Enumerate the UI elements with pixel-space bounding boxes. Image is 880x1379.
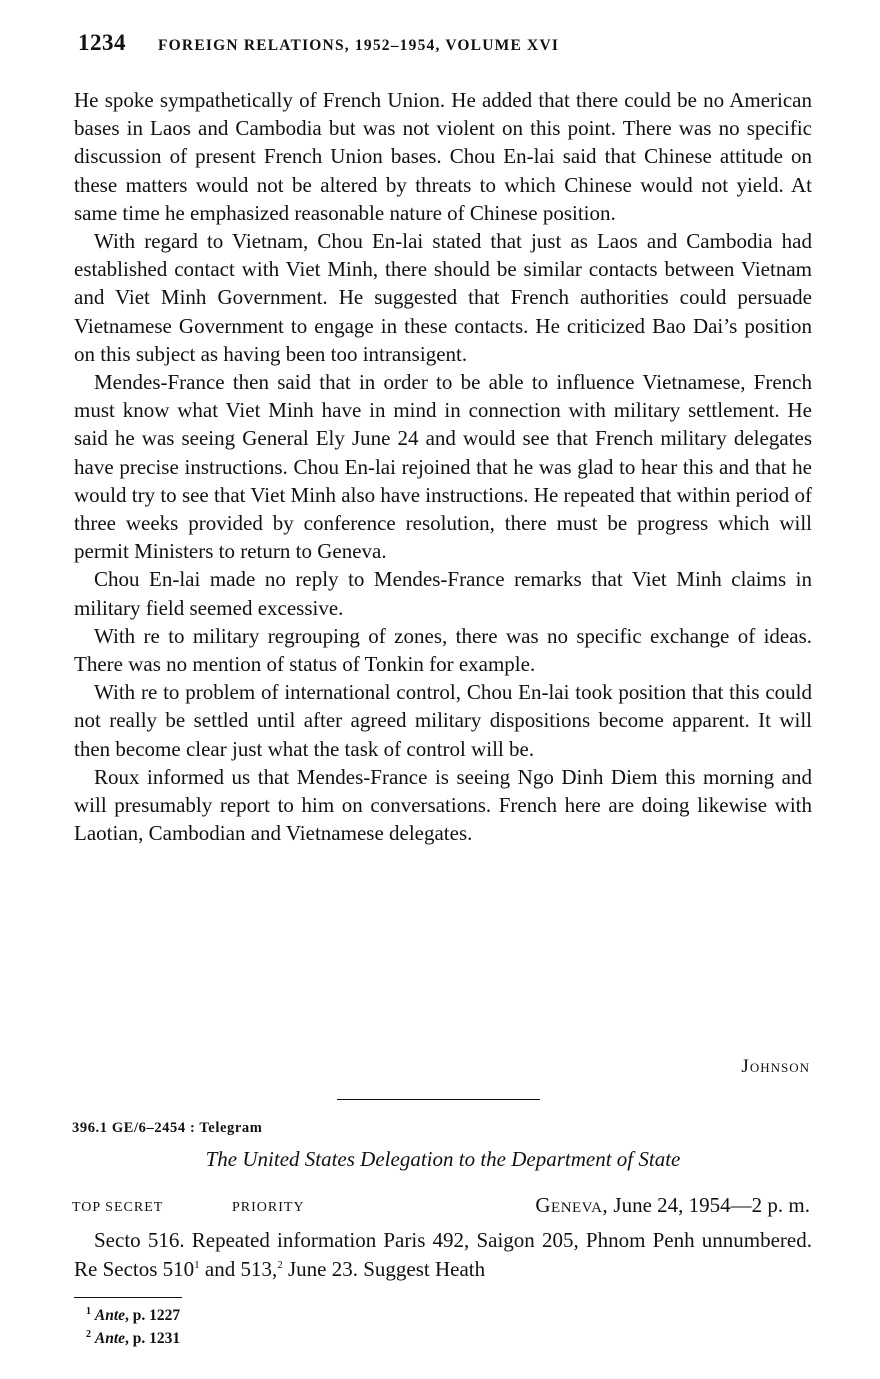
footnote-ante: Ante (94, 1330, 126, 1348)
footnote (86, 1325, 180, 1348)
footnote-ref[interactable]: 2 (277, 1258, 283, 1271)
footnote-page: , p. 1231 (125, 1330, 181, 1348)
document-title: The United States Delegation to the Department of State (205, 1147, 681, 1171)
paragraph: With regard to Vietnam, Chou En-lai stated that just as Laos and Cambodia had established contact with Viet Minh, there should be similar contacts between Vietnam and Viet Minh Government. He suggested that French authorities could persuade Vietnamese Government to engage in these contacts. He criticized Bao Dai’s position on this subject as having been too intransigent. (74, 229, 812, 366)
telegram-text (74, 1226, 812, 1283)
telegram-text-part: June 23. Suggest Heath (282, 1256, 486, 1281)
date: June 24, 1954—2 p. m. (608, 1193, 810, 1217)
paragraph: Chou En-lai made no reply to Mendes-France remarks that Viet Minh claims in military field seemed excessive. (74, 567, 812, 620)
footnote-divider (74, 1297, 182, 1298)
telegram-text-part: Secto 516. Repeated information Paris 492, Saigon 205, Phnom Penh unnumbered. Re Sectos 510 (74, 1228, 812, 1281)
section-divider (337, 1099, 540, 1100)
page-number: 1234 (78, 30, 126, 55)
paragraph: Roux informed us that Mendes-France is seeing Ngo Dinh Diem this morning and will presumably report to him on conversations. French here are doing likewise with Laotian, Cambodian and Vietnamese delegates. (74, 764, 812, 846)
footnote-marker: 2 (86, 1329, 91, 1341)
page-header (78, 30, 808, 56)
paragraph: With re to military regrouping of zones, there was no specific exchange of ideas. There was no mention of status of Tonkin for example. (74, 623, 812, 677)
paragraph: Mendes-France then said that in order to be able to influence Vietnamese, French must know what Viet Minh have in mind in connection with military settlement. He said he was seeing General Ely June 24 and would see that French military delegates have precise instructions. Chou En-lai rejoined that he was glad to hear this and that he would try to see that Viet Minh also have instructions. He repeated that within period of three weeks provided by conference resolution, there must be progress which will permit Ministers to return to Geneva. (74, 370, 812, 564)
footnote (86, 1302, 180, 1325)
footnote-page: , p. 1227 (125, 1307, 181, 1325)
place: Geneva, (535, 1193, 609, 1217)
body-text (74, 86, 812, 847)
footnotes (86, 1302, 180, 1348)
footnote-ref[interactable]: 1 (194, 1258, 200, 1271)
paragraph: He spoke sympathetically of French Union. He added that there could be no American bases in Laos and Cambodia but was not violent on this point. There was no specific discussion of present French Union bases. Chou En-lai said that Chinese attitude on these matters would not be altered by threats to which Chinese would not yield. At same time he emphasized reasonable nature of Chinese position. (74, 88, 812, 225)
telegram-text-part: and 513, (199, 1256, 278, 1281)
file-reference: 396.1 GE/6–2454 : Telegram (72, 1120, 263, 1136)
footnote-marker: 1 (86, 1306, 91, 1317)
priority-label: PRIORITY (232, 1200, 305, 1215)
paragraph: With re to problem of international control, Chou En-lai took position that this could not really be settled until after agreed military dispositions become apparent. It will then become clear just what the task of control will be. (74, 680, 812, 761)
place-date (535, 1193, 810, 1218)
classification-label: TOP SECRET (72, 1200, 164, 1215)
signature: Johnson (741, 1056, 810, 1077)
running-head: FOREIGN RELATIONS, 1952–1954, VOLUME XVI (158, 37, 560, 54)
footnote-ante: Ante (94, 1307, 126, 1325)
